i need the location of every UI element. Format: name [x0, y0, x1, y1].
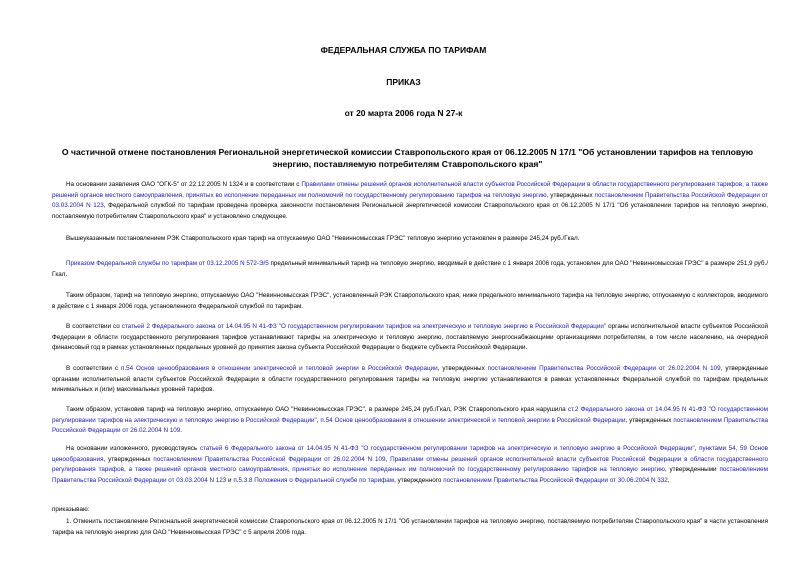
- p7-link-law-art2[interactable]: ст.2 Федерального закона от 14.04.95 N 41-ФЗ "О государственном регулировании тарифов на электрическую и тепловую энергию в Российской Федерации": [52, 406, 768, 424]
- paragraph-3: [52, 259, 768, 280]
- p3-link-order-572[interactable]: Приказом Федеральной службы по тарифам от 03.12.2005 N 572-Э/5: [66, 260, 269, 267]
- p6-link-resolution-109[interactable]: постановлением Правительства Российской Федерации от 26.02.2004 N 109: [487, 365, 721, 372]
- p7-text-3: , утвержденных: [625, 416, 674, 424]
- p8-link-rules[interactable]: Правилами отмены решений органов исполнительной власти субъектов Российской Федерации в области государственного регулирования тарифов, а также решений органов местного самоуправления, принятых во исполнение переданных им полномочий по государственному регулированию тарифов на тепловую энергию: [52, 455, 769, 474]
- paragraph-1: [52, 180, 768, 222]
- p7-text-4: .: [180, 427, 183, 435]
- paragraph-6: [52, 364, 768, 396]
- p1-link-resolution-123[interactable]: постановлением Правительства Российской Федерации от 03.03.2004 N 123: [52, 191, 769, 210]
- p8-text-7: , утвержденного: [394, 476, 444, 484]
- p10-text-1: 1. Отменить постановление Региональной энергетической комиссии Ставропольского края от 06.12.2005 N 17/1 "Об установлении тарифов на тепловую энергию, поставляемую потребителям Ставропольского края" в части установления тарифа на тепловую энергию для ОАО "Невинномысская ГРЭС" с 5 апреля 2006 года.: [52, 518, 768, 536]
- p1-text-3: , Федеральной службой по тарифам проведена проверка законности постановления Региональной энергетической комиссии Ставропольского края от 06.12.2005 N 17/1 "Об установлении тарифов на тепловую энергию, поставляемую потребителям Ставропольского края" и установлено следующее.: [52, 202, 768, 220]
- p7-text-1: Таким образом, установив тариф на тепловую энергию, отпускаемую ОАО "Невинномысская ГРЭС", в размере 245,24 руб./Гкал, РЭК Ставропольского края нарушила: [66, 406, 568, 413]
- p8-text-3: , утвержденных: [103, 455, 154, 463]
- p6-text-1: В соответствии с: [66, 365, 121, 372]
- p6-link-pricing-p54[interactable]: п.54 Основ ценообразования в отношении электрической и тепловой энергии в Российской Федерации: [120, 365, 438, 372]
- p8-text-6: и: [226, 476, 234, 484]
- p6-text-2: , утвержденных: [437, 365, 488, 372]
- p8-text-4: ,: [385, 455, 391, 463]
- p8-text-1: На основании изложенного, руководствуясь: [66, 445, 200, 452]
- p8-link-resolution-109[interactable]: постановлением Правительства Российской Федерации от 26.02.2004 N 109: [153, 455, 386, 463]
- p7-link-pricing-p54[interactable]: п.54 Основ ценообразования в отношении электрической и тепловой энергии в Российской Федерации: [320, 416, 626, 424]
- paragraph-8: [52, 444, 768, 486]
- p8-link-pricing-p54-59[interactable]: пунктами 54, 59 Основ ценообразования: [52, 445, 768, 463]
- document-type-heading: ПРИКАЗ: [386, 77, 421, 87]
- document-title: О частичной отмене постановления Региональной энергетической комиссии Ставропольского края от 06.12.2005 N 17/1 "Об установлении тарифов на тепловую энергию, поставляемую потребителям Ставропольского края": [61, 147, 754, 169]
- p8-text-5: , утвержденными: [664, 466, 720, 474]
- p8-link-resolution-123[interactable]: постановлением Правительства Российской Федерации от 03.03.2004 N 123: [52, 466, 768, 484]
- p8-link-resolution-332[interactable]: постановлением Правительства Российской Федерации от 30.06.2004 N 332: [443, 476, 668, 484]
- p1-link-rules[interactable]: Правилами отмены решений органов исполнительной власти субъектов Российской Федерации в области государственного регулирования тарифов, а также решений органов местного самоуправления, принятых во исполнение переданных им полномочий по государственному регулированию тарифов на тепловую энергию: [52, 181, 769, 199]
- p5-link-law-art2[interactable]: статьей 2 Федерального закона от 14.04.95 N 41-ФЗ "О государственном регулировании тарифов на электрическую и тепловую энергию в Российской Федерации": [121, 323, 607, 330]
- p9-text-1: приказываю:: [52, 506, 90, 513]
- p7-link-resolution-109[interactable]: постановлением Правительства Российской Федерации от 26.02.2004 N 109: [52, 416, 769, 435]
- agency-heading: ФЕДЕРАЛЬНАЯ СЛУЖБА ПО ТАРИФАМ: [320, 45, 487, 55]
- p3-text-1: предельный минимальный тариф на тепловую энергию, вводимый в действие с 1 января 2006 года, установлен для ОАО "Невинномысская ГРЭС" в размере 251,9 руб./Гкал.: [52, 260, 768, 278]
- paragraph-7: [52, 405, 768, 437]
- p2-text-1: Вышеуказанным постановлением РЭК Ставропольского края тариф на отпускаемую ОАО "Невинномысская ГРЭС" тепловую энергию установлен в размере 245,24 руб./Гкал.: [66, 235, 580, 242]
- paragraph-2: [52, 234, 768, 245]
- p8-text-8: ,: [667, 476, 670, 484]
- p8-link-law-art6[interactable]: статьей 6 Федерального закона от 14.04.95 N 41-ФЗ "О государственном регулировании тарифов на электрическую и тепловую энергию в Российской Федерации": [199, 445, 695, 452]
- p1-text-2: , утвержденных: [546, 191, 595, 199]
- p4-text-1: Таким образом, тариф на тепловую энергию, отпускаемую ОАО "Невинномысская ГРЭС", установленный РЭК Ставропольского края, ниже предельного минимального тарифа на тепловую энергию, отпускаемую с коллекторов, вводимого в действие с 1 января 2006 года, установленного Федеральной службой по тарифам.: [52, 292, 768, 310]
- paragraph-5: [52, 322, 768, 354]
- paragraph-order-word: [52, 505, 768, 516]
- p1-text-1: На основании заявления ОАО "ОГК-5" от 22.12.2005 N 1324 и в соответствии с: [66, 181, 302, 188]
- date-number-heading: от 20 марта 2006 года N 27-к: [344, 108, 463, 118]
- paragraph-item-1: [52, 517, 768, 538]
- p5-text-2: органы исполнительной власти субъектов Российской Федерации в области государственного регулирования тарифов устанавливают тарифы на электрическую и тепловую энергию, поставляемую энергоснабжающими организациями потребителям, в том числе населению, на очередной финансовый год в рамках установленных предельных уровней до принятия закона субъекта Российской Федерации о бюджете субъекта Российской Федерации.: [52, 323, 769, 352]
- p5-text-1: В соответствии со: [66, 323, 122, 330]
- p8-link-regulation-5-3-8[interactable]: п.5.3.8 Положения о Федеральной службе по тарифам: [233, 476, 395, 484]
- p7-text-2: ,: [316, 416, 321, 424]
- p8-text-2: ,: [694, 445, 700, 452]
- p6-text-3: , утвержденные органами исполнительной власти субъектов Российской Федерации в области государственного регулирования тарифы на тепловую энергию устанавливаются в рамках установленных Федеральной службой по тарифам предельных минимальных и (или) максимальных уровней тарифов.: [52, 365, 769, 394]
- paragraph-4: [52, 291, 768, 312]
